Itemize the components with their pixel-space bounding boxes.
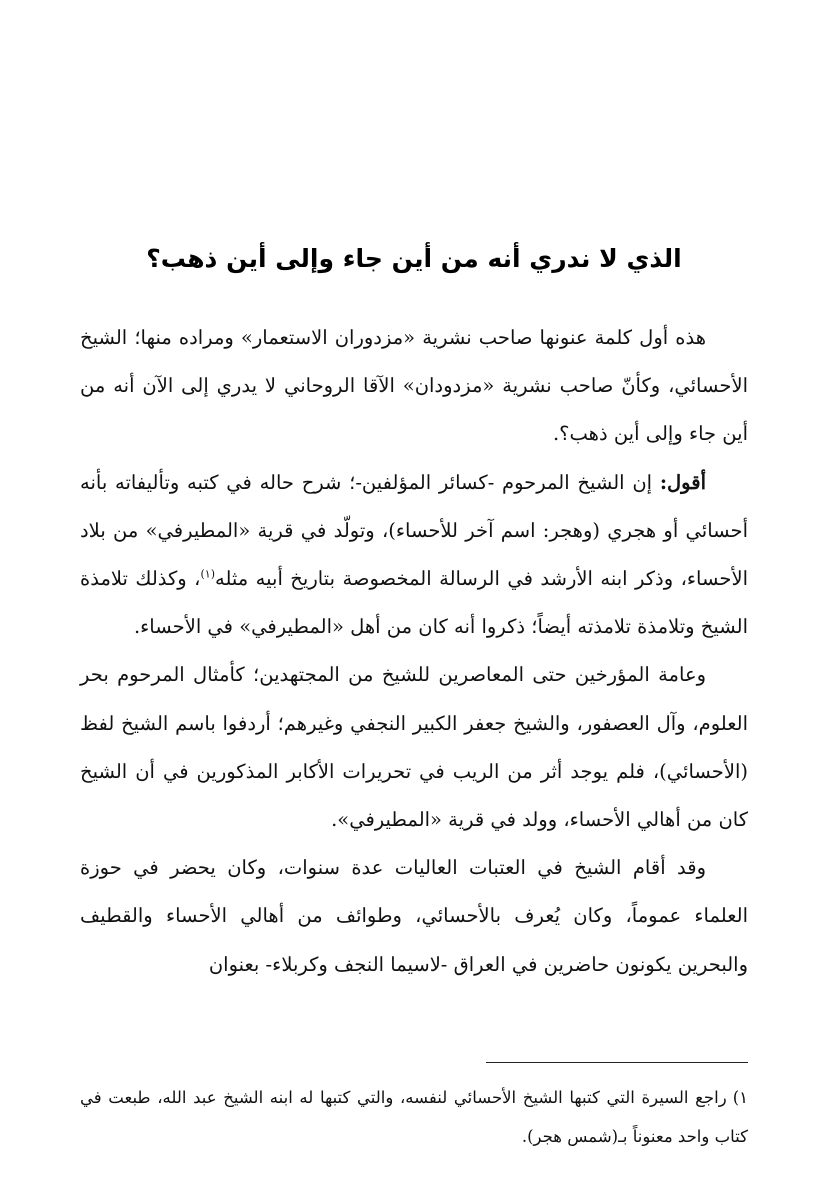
paragraph-3: وعامة المؤرخين حتى المعاصرين للشيخ من المجتهدين؛ كأمثال المرحوم بحر العلوم، وآل العصفور، والشيخ جعفر الكبير النجفي وغيرهم؛ أردفوا باسم الشيخ لفظ (الأحسائي)، فلم يوجد أثر من الريب في تحريرات الأكابر المذكورين في أن الشيخ كان من أهالي الأحساء، وولد في قرية «المطيرفي». bbox=[80, 663, 748, 832]
footnote bbox=[80, 1078, 748, 1156]
footnote-reference[interactable]: (١) bbox=[200, 567, 215, 581]
footnote-number: ١) bbox=[732, 1088, 748, 1107]
paragraph-2 bbox=[80, 459, 748, 652]
footnote-divider bbox=[486, 1062, 748, 1063]
paragraph-4: وقد أقام الشيخ في العتبات العاليات عدة سنوات، وكان يحضر في حوزة العلماء عموماً، وكان يُعرف بالأحسائي، وطوائف من أهالي الأحساء والقطيف والبحرين يكونون حاضرين في العراق -لاسيما النجف وكربلاء- بعنوان bbox=[80, 856, 748, 976]
body-text bbox=[80, 314, 748, 989]
paragraph-1: هذه أول كلمة عنونها صاحب نشرية «مزدوران الاستعمار» ومراده منها؛ الشيخ الأحسائي، وكأنّ صاحب نشرية «مزدودان» الآقا الروحاني لا يدري إلى الآن أنه من أين جاء وإلى أين ذهب؟. bbox=[80, 326, 748, 446]
section-heading: الذي لا ندري أنه من أين جاء وإلى أين ذهب؟ bbox=[146, 243, 682, 273]
lead-word: أقول: bbox=[659, 470, 706, 494]
footnote-text: راجع السيرة التي كتبها الشيخ الأحسائي لنفسه، والتي كتبها له ابنه الشيخ عبد الله، طبعت في كتاب واحد معنوناً بـ(شمس هجر). bbox=[80, 1088, 748, 1146]
paragraph-2-text: إن الشيخ المرحوم -كسائر المؤلفين-؛ شرح حاله في كتبه وتأليفاته بأنه أحسائي أو هجري (وهجر: اسم آخر للأحساء)، وتولّد في قرية «المطيرفي» من بلاد الأحساء، وذكر ابنه الأرشد في الرسالة المخصوصة بتاريخ أبيه مثله bbox=[80, 470, 748, 591]
paragraph-2-tail: ، وكذلك تلامذة الشيخ وتلامذة تلامذته أيضاً؛ ذكروا أنه كان من أهل «المطيرفي» في الأحساء. bbox=[80, 567, 748, 639]
